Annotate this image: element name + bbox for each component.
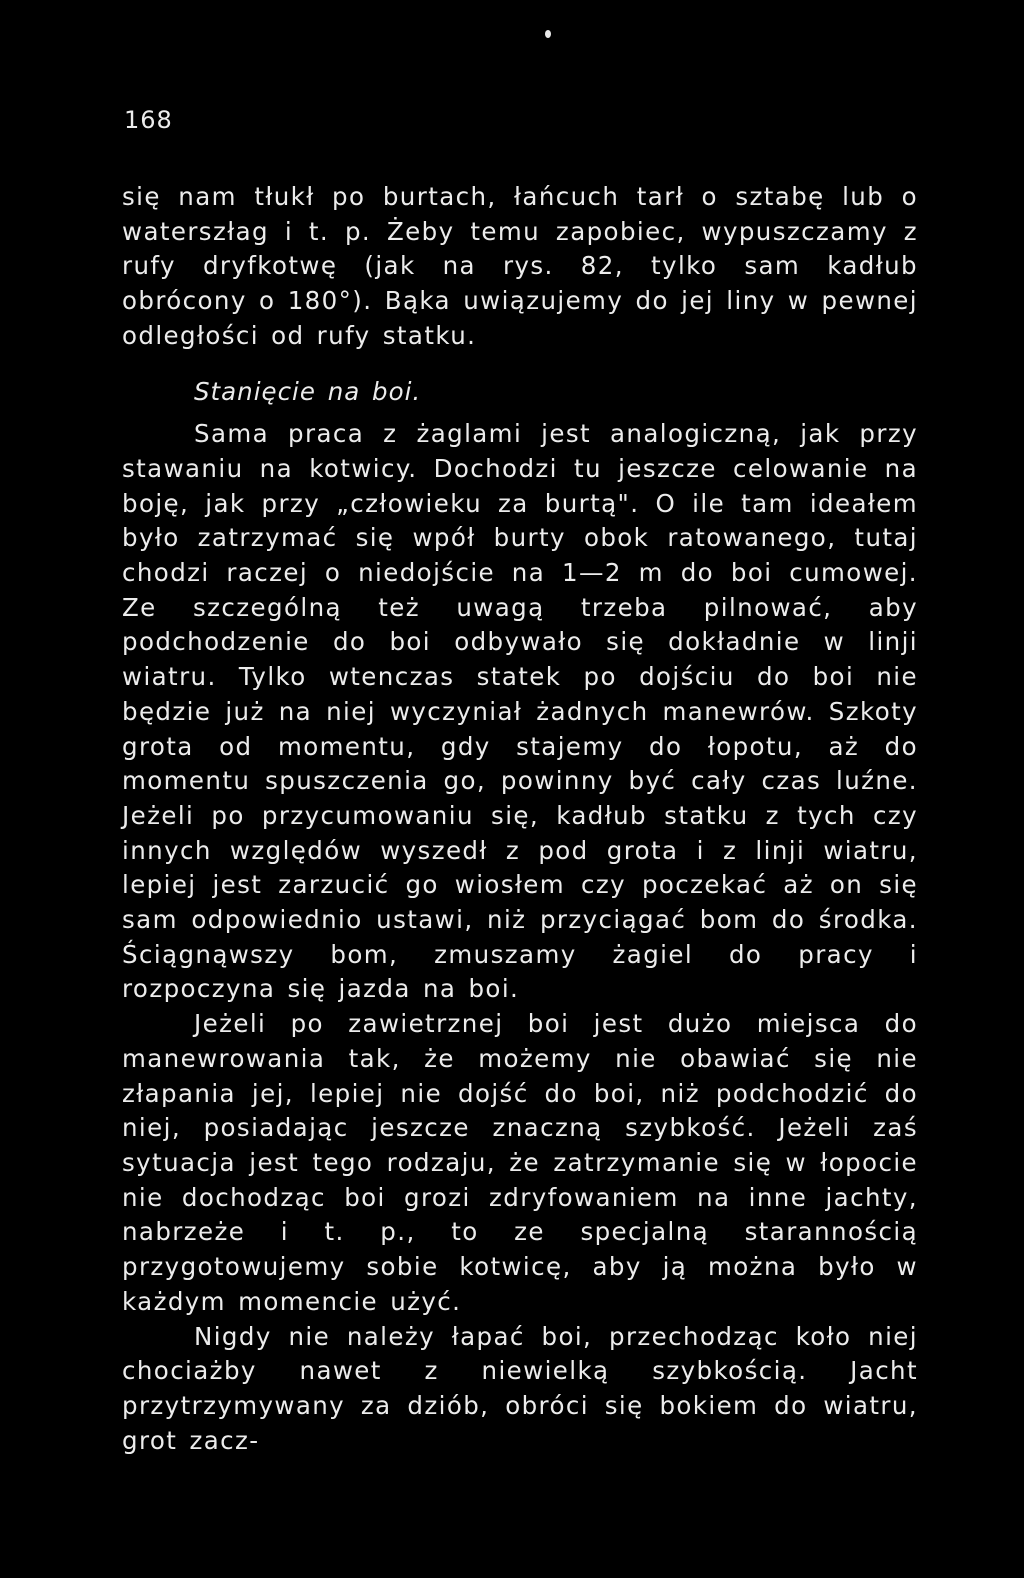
section-heading: Stanięcie na boi.	[194, 376, 422, 406]
page-number: 168	[124, 106, 173, 134]
paragraph: Jeżeli po zawietrznej boi jest dużo miejsca do manewrowania tak, że możemy nie obawiać się nie złapania jej, lepiej nie dojść do boi, niż podchodzić do niej, posiadając jeszcze znaczną szybkość. Jeżeli zaś sytuacja jest tego rodzaju, że zatrzymanie się w łopocie nie dochodząc boi grozi zdryfowaniem na inne jachty, nabrzeże i t. p., to ze specjalną starannością przygotowujemy sobie kotwicę, aby ją można było w każdym momencie użyć.	[122, 1009, 918, 1316]
paragraph: Sama praca z żaglami jest analogiczną, jak przy stawaniu na kotwicy. Dochodzi tu jeszcze celowanie na boję, jak przy „człowieku za burtą". O ile tam ideałem było zatrzymać się wpół burty obok ratowanego, tutaj chodzi raczej o niedojście na 1—2 m do boi cumowej. Ze szczególną też uwagą trzeba pilnować, aby podchodzenie do boi odbywało się dokładnie w linji wiatru. Tylko wtenczas statek po dojściu do boi nie będzie już na niej wyczyniał żadnych manewrów. Szkoty grota od momentu, gdy stajemy do łopotu, aż do momentu spuszczenia go, powinny być cały czas luźne. Jeżeli po przycumowaniu się, kadłub statku z tych czy innych względów wyszedł z pod grota i z linji wiatru, lepiej jest zarzucić go wiosłem czy poczekać aż on się sam odpowiednio ustawi, niż przyciągać bom do środka. Ściągnąwszy bom, zmuszamy żagiel do pracy i rozpoczyna się jazda na boi.	[122, 419, 918, 1004]
print-mark	[545, 30, 551, 38]
paragraph-continued: się nam tłukł po burtach, łańcuch tarł o sztabę lub o waterszłag i t. p. Żeby temu zapobiec, wypuszczamy z rufy dryfkotwę (jak na rys. 82, tylko sam kadłub obrócony o 180°). Bąka uwiązujemy do jej liny w pewnej odległości od rufy statku.	[122, 182, 918, 350]
body-text	[122, 180, 918, 1458]
paragraph: Nigdy nie należy łapać boi, przechodząc koło niej chociażby nawet z niewielką szybkością. Jacht przytrzymywany za dziób, obróci się bokiem do wiatru, grot zacz-	[122, 1321, 918, 1455]
